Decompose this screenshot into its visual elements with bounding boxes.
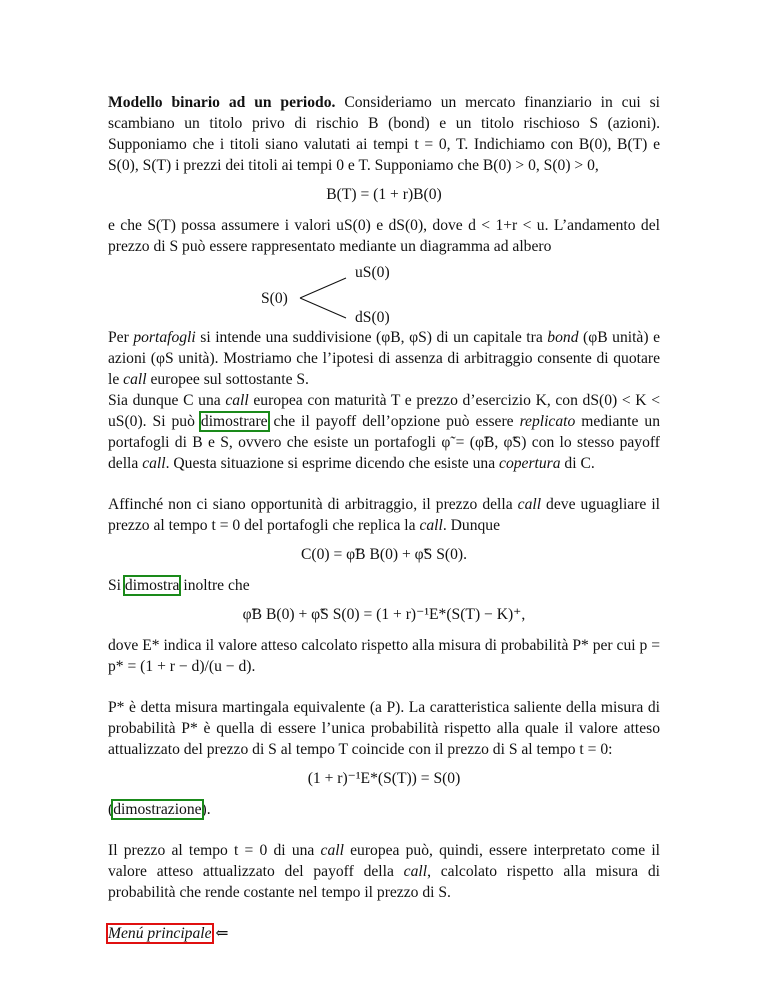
text-fragment: Affinché non ci siano opportunità di arbitraggio, il prezzo della (108, 496, 518, 513)
text-fragment: mediante un portafogli di B e S, ovvero che esiste un portafogli φ̃ = (φ̃B, φ̃S) con lo stesso payoff della (108, 413, 660, 472)
term-call: call (517, 496, 542, 513)
link-dimostrazione[interactable]: dimostrazione (113, 801, 202, 818)
text-fragment: (φB unità) e azioni (φS unità). Mostriamo che l’ipotesi di assenza di arbitraggio consente di quotare le (108, 329, 660, 388)
equation-expectation: φ̃B B(0) + φ̃S S(0) = (1 + r)⁻¹E*(S(T) − K)⁺, (242, 606, 526, 623)
text-fragment: che il payoff dell’opzione può essere (267, 413, 520, 430)
text-fragment: Sia dunque C una (108, 392, 226, 409)
intro-text: Consideriamo un mercato finanziario in cui si scambiano un titolo privo di rischio B (bond) e un titolo rischioso S (azioni). Supponiamo che i titoli siano valutati ai tempi t = 0, T. Indichiamo con B(0), B(T) e S(0), S(T) i prezzi dei titoli ai tempi 0 e T. Supponiamo che B(0) > 0, S(0) > 0, (108, 94, 660, 174)
text-fragment: ). (201, 801, 211, 818)
text-fragment: europee sul sottostante S. (146, 371, 309, 388)
text-fragment: . Questa situazione si esprime dicendo che esiste una (165, 455, 500, 472)
section-title: Modello binario ad un periodo. (108, 94, 336, 111)
text-fragment: inoltre che (179, 577, 250, 594)
call-paragraph (108, 390, 660, 474)
text-fragment: Per (108, 329, 134, 346)
equation-martingale: (1 + r)⁻¹E*(S(T)) = S(0) (307, 770, 461, 787)
term-call: call (403, 863, 428, 880)
link-menu-principale[interactable]: Menú principale (108, 925, 212, 942)
text-fragment: ( (108, 801, 114, 818)
menu-line (108, 923, 660, 944)
binomial-tree-diagram (108, 261, 660, 327)
term-call: call (320, 842, 344, 859)
portfolio-paragraph (108, 327, 660, 390)
term-call: call (123, 371, 147, 388)
intro-paragraph (108, 92, 660, 176)
final-paragraph (108, 840, 660, 903)
tree-up-label: uS(0) (355, 264, 390, 281)
down-branch (300, 298, 346, 318)
martingale-paragraph: P* è detta misura martingala equivalente (a P). La caratteristica saliente della misura di probabilità P* è quella di essere l’unica probabilità rispetto alla quale il valore atteso attualizzato del prezzo di S al tempo T coincide con il prezzo di S al tempo t = 0: (108, 699, 660, 758)
back-arrow-icon: ⇐ (215, 925, 229, 942)
text-fragment: , calcolato rispetto alla misura di probabilità che rende costante nel tempo il prezzo di S. (108, 863, 660, 901)
text-fragment: Si (108, 577, 125, 594)
arbitrage-paragraph (108, 494, 660, 536)
term-call: call (225, 392, 249, 409)
text-fragment: europea con maturità T e prezzo d’esercizio K, con dS(0) < K < uS(0). Si può (108, 392, 660, 430)
term-replicato: replicato (519, 413, 576, 430)
up-branch (300, 278, 346, 298)
term-bond: bond (547, 329, 579, 346)
term-call: call (419, 517, 443, 534)
si-dimostra-paragraph (108, 575, 660, 596)
tree-down-label: dS(0) (355, 309, 390, 326)
link-dimostra[interactable]: dimostra (124, 577, 180, 594)
text-fragment: Il prezzo al tempo t = 0 di una (108, 842, 321, 859)
values-paragraph: e che S(T) possa assumere i valori uS(0) e dS(0), dove d < 1+r < u. L’andamento del prezzo di S può essere rappresentato mediante un diagramma ad albero (108, 217, 660, 255)
where-paragraph: dove E* indica il valore atteso calcolato rispetto alla misura di probabilità P* per cui p = p* = (1 + r − d)/(u − d). (108, 637, 660, 675)
text-fragment: di C. (560, 455, 595, 472)
link-dimostrare[interactable]: dimostrare (200, 413, 268, 430)
equation-call-price: C(0) = φ̃B B(0) + φ̃S S(0). (301, 546, 467, 563)
text-fragment: . Dunque (442, 517, 501, 534)
page-content (108, 92, 660, 944)
text-fragment: europea può, quindi, essere interpretato come il valore atteso attualizzato del payoff della (108, 842, 660, 880)
equation-bond: B(T) = (1 + r)B(0) (326, 186, 442, 203)
term-call: call (142, 455, 166, 472)
text-fragment: si intende una suddivisione (φB, φS) di un capitale tra (195, 329, 548, 346)
proof-line (108, 799, 660, 820)
term-portafogli: portafogli (133, 329, 196, 346)
text-fragment: deve uguagliare il prezzo al tempo t = 0 del portafogli che replica la (108, 496, 660, 534)
tree-root-label: S(0) (261, 290, 288, 307)
term-copertura: copertura (499, 455, 561, 472)
